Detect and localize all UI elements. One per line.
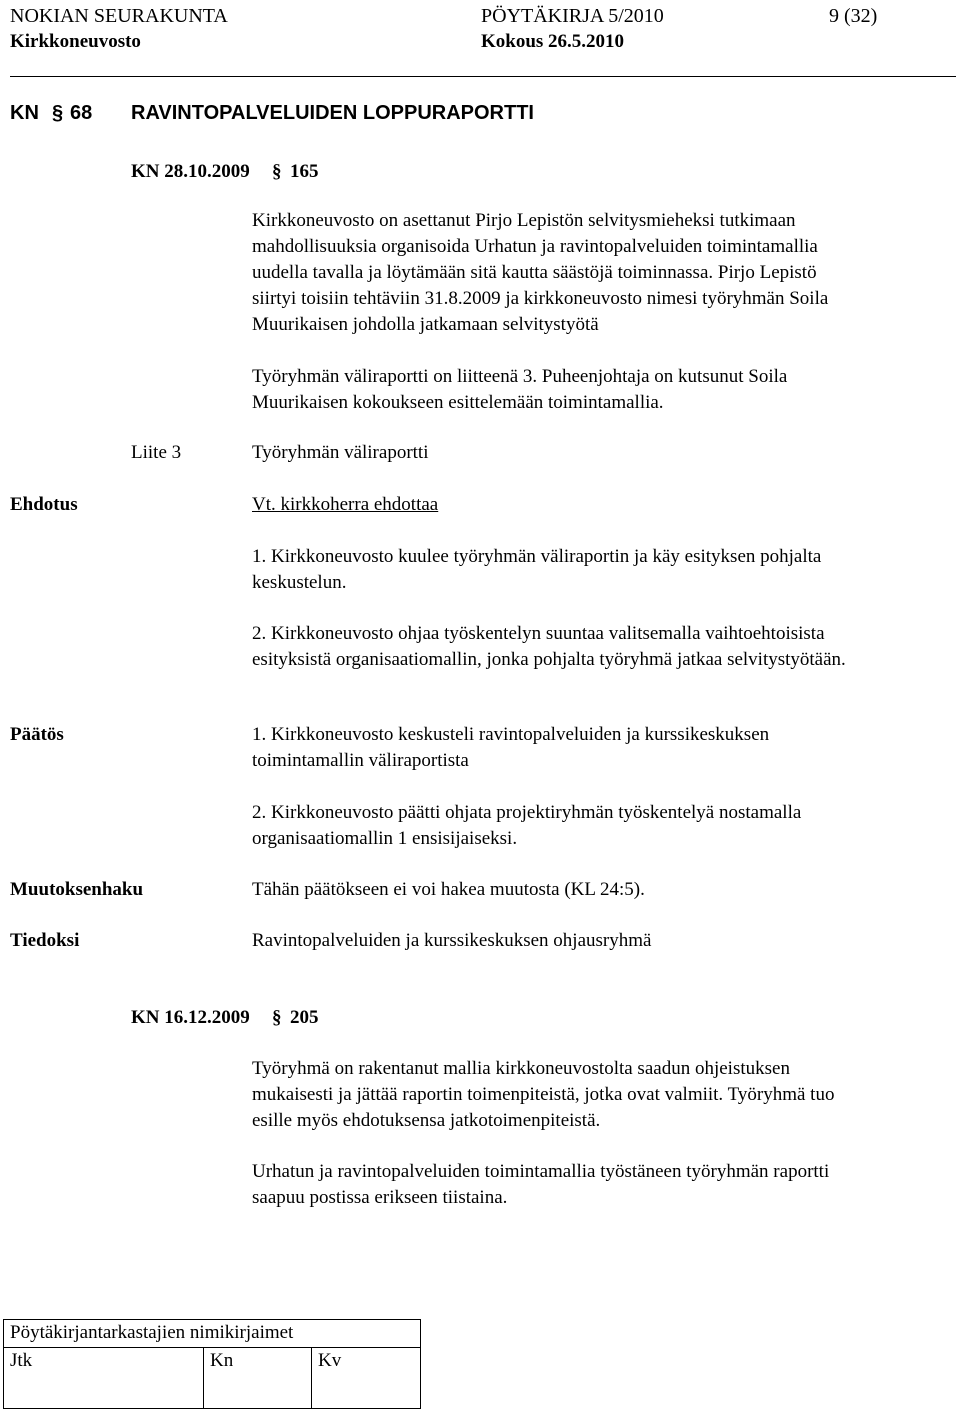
ref2-paragraph-1 [252, 1056, 952, 1134]
text-line: mukaisesti ja jättää raportin toimenpiteistä, jotka ovat valmiit. Työryhmä tuo [252, 1084, 835, 1105]
section-title: RAVINTOPALVELUIDEN LOPPURAPORTTI [131, 102, 534, 124]
text-line: Kirkkoneuvosto on asettanut Pirjo Lepistön selvitysmieheksi tutkimaan [252, 210, 796, 231]
appeal-text: Tähän päätökseen ei voi hakea muutosta (KL 24:5). [252, 879, 645, 900]
ref1-section-mark: § [272, 161, 282, 182]
text-line: 2. Kirkkoneuvosto ohjaa työskentelyn suuntaa valitsemalla vaihtoehtoisista [252, 623, 825, 644]
signature-col-kv: Kv [318, 1350, 342, 1371]
decision-item-2 [252, 800, 952, 852]
notice-text: Ravintopalveluiden ja kurssikeskuksen ohjausryhmä [252, 930, 652, 951]
decision-label: Päätös [10, 724, 64, 745]
ref2-section-mark: § [272, 1007, 282, 1028]
text-line: 1. Kirkkoneuvosto kuulee työryhmän väliraportin ja käy esityksen pohjalta [252, 546, 822, 567]
text-line: Työryhmä on rakentanut mallia kirkkoneuvostolta saadun ohjeistuksen [252, 1058, 790, 1079]
ref1-paragraph: 165 [290, 161, 319, 182]
ref1-label: KN 28.10.2009 [131, 161, 250, 182]
header-divider [10, 76, 956, 77]
header-doc-type: PÖYTÄKIRJA 5/2010 [481, 5, 664, 27]
text-line: 1. Kirkkoneuvosto keskusteli ravintopalveluiden ja kurssikeskuksen [252, 724, 770, 745]
text-line: Urhatun ja ravintopalveluiden toimintamallia työstäneen työryhmän raportti [252, 1161, 830, 1182]
signature-box-col-divider [203, 1347, 204, 1408]
text-line: Muurikaisen kokoukseen esittelemään toimintamallia. [252, 392, 664, 413]
text-line: keskustelun. [252, 572, 347, 593]
ref1-paragraph-text [252, 208, 952, 338]
text-line: saapuu postissa erikseen tiistaina. [252, 1187, 508, 1208]
text-line: toimintamallin väliraportista [252, 750, 469, 771]
text-line: organisaatiomallin 1 ensisijaiseksi. [252, 828, 518, 849]
text-line: esityksistä organisaatiomallin, jonka pohjalta työryhmä jatkaa selvitystyötään. [252, 649, 846, 670]
text-line: Muurikaisen johdolla jatkamaan selvitystyötä [252, 314, 599, 335]
attachment-title: Työryhmän väliraportti [252, 442, 429, 463]
attachment-label: Liite 3 [131, 442, 182, 463]
ref2-paragraph: 205 [290, 1007, 319, 1028]
signature-col-kn: Kn [210, 1350, 234, 1371]
section-number: 68 [70, 102, 93, 124]
text-line: siirtyi toisiin tehtäviin 31.8.2009 ja kirkkoneuvosto nimesi työryhmän Soila [252, 288, 829, 309]
text-line: Työryhmän väliraportti on liitteenä 3. Puheenjohtaja on kutsunut Soila [252, 366, 788, 387]
header-page: 9 (32) [829, 5, 878, 27]
proposal-label: Ehdotus [10, 494, 78, 515]
appeal-label: Muutoksenhaku [10, 879, 144, 900]
notice-label: Tiedoksi [10, 930, 80, 951]
ref2-label: KN 16.12.2009 [131, 1007, 250, 1028]
ref1-paragraph2-text [252, 364, 952, 416]
decision-item-1 [252, 722, 952, 774]
signature-box-title: Pöytäkirjantarkastajien nimikirjaimet [10, 1322, 294, 1343]
text-line: mahdollisuuksia organisoida Urhatun ja ravintopalveluiden toimintamallia [252, 236, 818, 257]
section-mark: § [52, 102, 64, 124]
section-code: KN [10, 102, 39, 124]
proposal-item-2 [252, 621, 952, 673]
header-org: NOKIAN SEURAKUNTA [10, 5, 228, 27]
signature-col-jtk: Jtk [10, 1350, 33, 1371]
text-line: 2. Kirkkoneuvosto päätti ohjata projektiryhmän työskentelyä nostamalla [252, 802, 802, 823]
ref2-paragraph-2 [252, 1159, 952, 1211]
header-body: Kirkkoneuvosto [10, 31, 141, 52]
text-line: esille myös ehdotuksensa jatkotoimenpiteistä. [252, 1110, 601, 1131]
proposal-item-1 [252, 544, 952, 596]
header-meeting: Kokous 26.5.2010 [481, 31, 625, 52]
signature-box-col-divider [311, 1347, 312, 1408]
proposal-heading: Vt. kirkkoherra ehdottaa [252, 494, 439, 515]
text-line: uudella tavalla ja löytämään sitä kautta säästöjä toiminnassa. Pirjo Lepistö [252, 262, 817, 283]
signature-box [3, 1319, 421, 1409]
